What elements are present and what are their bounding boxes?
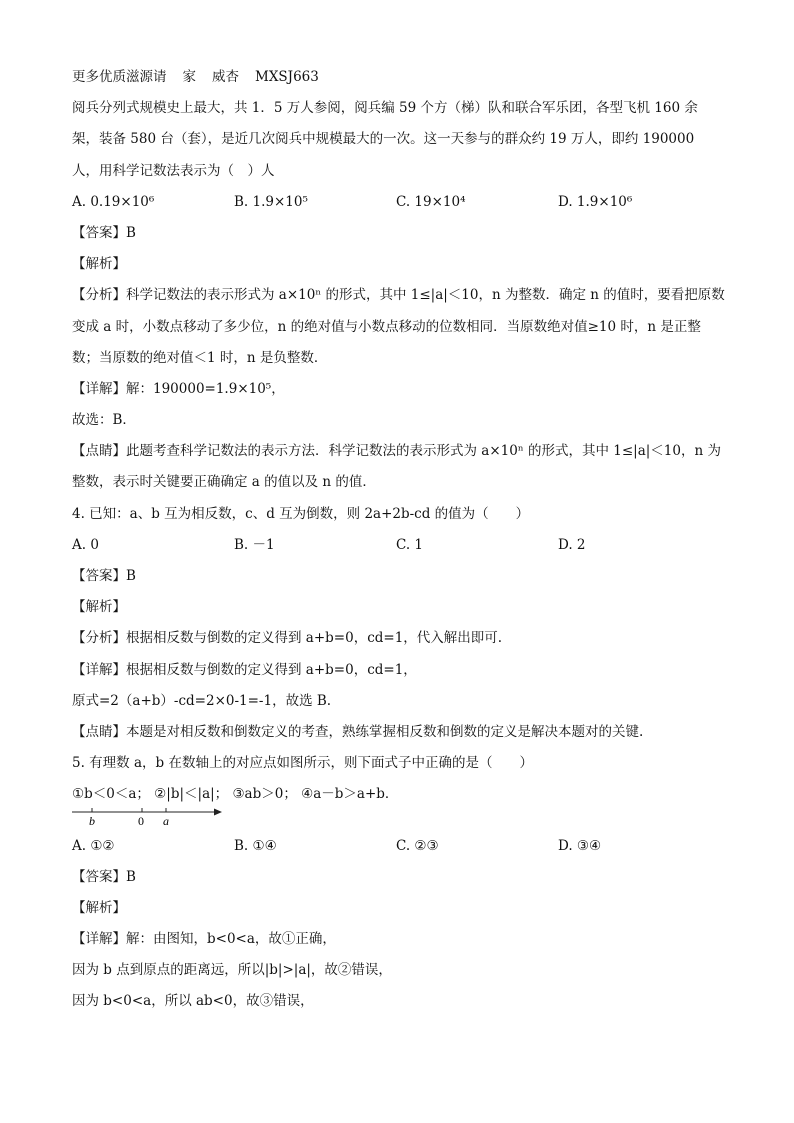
header-part: 威杏 [212,69,239,85]
q5-jiexi-heading: 【解析】 [72,899,126,916]
q3-answer: 【答案】B [72,224,136,241]
option-a: A. 0 [72,536,99,553]
q5-answer: 【答案】B [72,868,136,885]
option-c: C. ②③ [396,837,439,854]
q4-jiexi-heading: 【解析】 [72,599,126,616]
label-0: 0 [138,813,144,828]
q5-detail-line: 因为 b 点到原点的距离远，所以|b|>|a|，故②错误， [72,962,392,979]
label-b: b [89,813,95,828]
header-watermark [72,62,722,93]
option-b: B. －1 [234,536,275,553]
q5-statements: ①b＜0＜a； ②|b|＜|a|； ③ab＞0； ④a－b＞a+b． [72,786,399,803]
option-c: C. 1 [396,536,424,553]
q3-comment-line: 整数，表示时关键要正确确定 a 的值以及 n 的值． [72,474,376,491]
q5-detail: 【详解】解：由图知，b<0<a，故①正确， [72,931,336,948]
option-b: B. 1.9×10⁵ [234,193,308,210]
label-a: a [163,813,169,828]
header-part: 更多优质滋源请 [72,69,167,85]
q4-analysis: 【分析】根据相反数与倒数的定义得到 a+b=0，cd=1，代入解出即可. [72,630,503,647]
number-line-arrow [214,808,222,815]
q3-stem-line: 架，装备 580 台（套），是近几次阅兵中规模最大的一次。这一天参与的群众约 19 万人，即约 190000 [72,131,695,148]
option-d: D. ③④ [558,837,602,854]
q4-options [72,530,722,561]
q4-answer: 【答案】B [72,568,136,584]
q3-analysis-line: 数；当原数的绝对值＜1 时，n 是负整数． [72,349,328,366]
option-c: C. 19×10⁴ [396,193,466,210]
q3-options [72,187,722,218]
header-part: 家 [182,69,196,85]
q5-stem: 5. 有理数 a，b 在数轴上的对应点如图所示，则下面式子中正确的是（ ） [72,755,533,772]
number-line-svg [72,807,232,831]
q3-detail: 【详解】解：190000=1.9×10⁵， [72,380,285,397]
number-line-figure [72,807,722,829]
q4-detail: 【详解】根据相反数与倒数的定义得到 a+b=0，cd=1， [72,661,417,678]
q3-stem-line: 阅兵分列式规模史上最大，共 1．5 万人参阅，阅兵编 59 个方（梯）队和联合军乐团，各型飞机 160 余 [72,100,698,117]
document-page [72,62,725,1018]
header-part: MXSJ663 [255,69,319,85]
option-a: A. 0.19×10⁶ [72,193,155,210]
q3-comment-line: 【点睛】此题考查科学记数法的表示方法．科学记数法的表示形式为 a×10ⁿ 的形式，其中 1≤|a|＜10，n 为 [72,443,721,460]
q3-jiexi-heading: 【解析】 [72,256,126,273]
q3-stem-line: 人，用科学记数法表示为（ ）人 [72,162,275,179]
q4-original-expression: 原式=2（a+b）-cd=2×0-1=-1，故选 B. [72,692,332,709]
q4-comment: 【点睛】本题是对相反数和倒数定义的考查，熟练掌握相反数和倒数的定义是解决本题对的关键. [72,723,644,740]
option-d: D. 2 [558,536,586,553]
q3-choice: 故选：B． [72,412,136,429]
q3-analysis-line: 变成 a 时，小数点移动了多少位，n 的绝对值与小数点移动的位数相同．当原数绝对值≥10 时，n 是正整 [72,318,701,335]
option-a: A. ①② [72,837,115,854]
q4-stem: 4. 已知：a、b 互为相反数，c、d 互为倒数，则 2a+2b-cd 的值为（ ） [72,505,530,522]
q3-analysis-line: 【分析】科学记数法的表示形式为 a×10ⁿ 的形式，其中 1≤|a|＜10，n 为整数．确定 n 的值时，要看把原数 [72,287,725,304]
option-b: B. ①④ [234,837,277,854]
q5-options [72,831,722,862]
q5-detail-line: 因为 b<0<a，所以 ab<0，故③错误， [72,993,314,1010]
option-d: D. 1.9×10⁶ [558,193,633,210]
